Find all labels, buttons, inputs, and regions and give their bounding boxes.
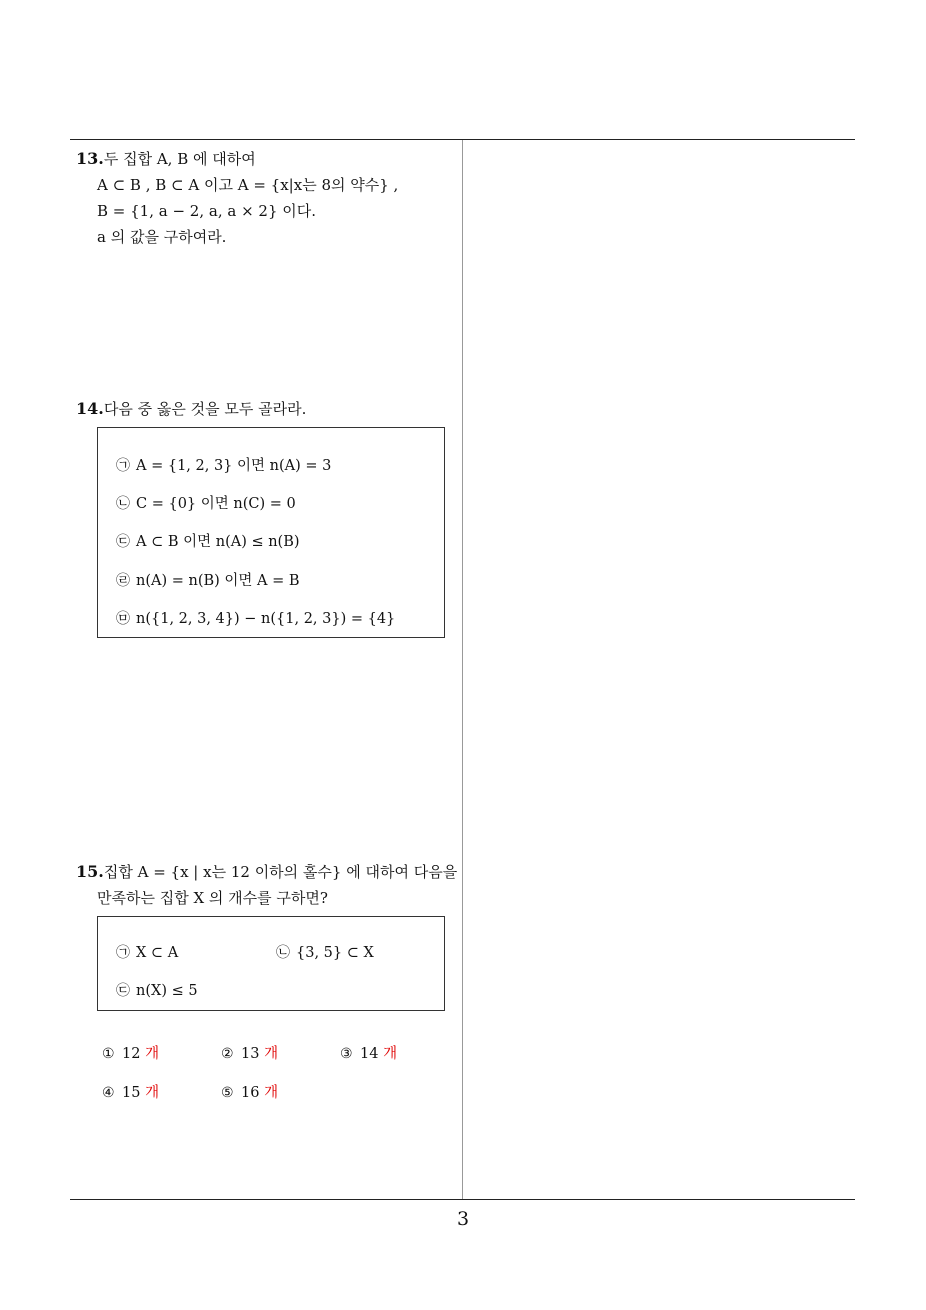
choice-mark: ② bbox=[221, 1046, 234, 1062]
problem-13 bbox=[76, 146, 458, 250]
statement-item bbox=[116, 569, 300, 590]
choice-unit: 개 bbox=[264, 1046, 279, 1062]
problem-14-number: 14. bbox=[76, 399, 104, 418]
column-divider bbox=[462, 140, 463, 1200]
condition-text: n(X) ≤ 5 bbox=[136, 983, 198, 999]
problem-14-stem: 다음 중 옳은 것을 모두 골라라. bbox=[103, 400, 307, 418]
problem-14 bbox=[76, 396, 458, 422]
statement-item bbox=[116, 530, 300, 551]
statement-text: C = {0} 이면 n(C) = 0 bbox=[136, 496, 296, 512]
statement-mark: ㉠ bbox=[116, 458, 130, 474]
choice-mark: ③ bbox=[340, 1046, 353, 1062]
problem-14-statement-box bbox=[97, 427, 445, 638]
problem-15-condition-box bbox=[97, 916, 445, 1011]
answer-choice-4[interactable] bbox=[102, 1081, 159, 1102]
problem-15-stem-line-2: 만족하는 집합 X 의 개수를 구하면? bbox=[97, 889, 328, 907]
statement-text: A ⊂ B 이면 n(A) ≤ n(B) bbox=[136, 534, 300, 550]
statement-item bbox=[116, 492, 296, 513]
problem-15-number: 15. bbox=[76, 862, 104, 881]
choice-unit: 개 bbox=[383, 1046, 398, 1062]
statement-mark: ㉣ bbox=[116, 573, 130, 589]
problem-13-line-3: B = {1, a − 2, a, a × 2} 이다. bbox=[97, 202, 317, 220]
choice-value: 14 bbox=[360, 1046, 379, 1062]
answer-choice-5[interactable] bbox=[221, 1081, 278, 1102]
problem-13-number: 13. bbox=[76, 149, 104, 168]
statement-mark: ㉤ bbox=[116, 611, 130, 627]
statement-mark: ㉢ bbox=[116, 534, 130, 550]
bottom-rule bbox=[70, 1199, 855, 1200]
choice-value: 12 bbox=[122, 1046, 141, 1062]
statement-text: n(A) = n(B) 이면 A = B bbox=[136, 573, 300, 589]
choice-unit: 개 bbox=[264, 1085, 279, 1101]
statement-item bbox=[116, 454, 331, 475]
answer-choice-3[interactable] bbox=[340, 1042, 397, 1063]
problem-13-line-1: 두 집합 A, B 에 대하여 bbox=[103, 150, 256, 168]
condition-item bbox=[116, 942, 178, 962]
choice-mark: ④ bbox=[102, 1085, 115, 1101]
condition-mark: ㉠ bbox=[116, 945, 130, 961]
answer-choice-1[interactable] bbox=[102, 1042, 159, 1063]
page-number: 3 bbox=[456, 1208, 470, 1230]
choice-value: 16 bbox=[241, 1085, 260, 1101]
choice-value: 15 bbox=[122, 1085, 141, 1101]
condition-mark: ㉢ bbox=[116, 983, 130, 999]
choice-mark: ① bbox=[102, 1046, 115, 1062]
condition-item bbox=[116, 980, 198, 1000]
choice-unit: 개 bbox=[145, 1046, 160, 1062]
choice-mark: ⑤ bbox=[221, 1085, 234, 1101]
statement-text: A = {1, 2, 3} 이면 n(A) = 3 bbox=[136, 458, 332, 474]
answer-choice-2[interactable] bbox=[221, 1042, 278, 1063]
problem-15-stem-line-1: 집합 A = {x | x는 12 이하의 홀수} 에 대하여 다음을 bbox=[103, 863, 458, 881]
statement-item bbox=[116, 608, 395, 628]
choice-value: 13 bbox=[241, 1046, 260, 1062]
statement-mark: ㉡ bbox=[116, 496, 130, 512]
condition-mark: ㉡ bbox=[276, 945, 290, 961]
choice-unit: 개 bbox=[145, 1085, 160, 1101]
statement-text: n({1, 2, 3, 4}) − n({1, 2, 3}) = {4} bbox=[136, 611, 396, 627]
condition-text: X ⊂ A bbox=[136, 945, 179, 961]
problem-13-line-2: A ⊂ B , B ⊂ A 이고 A = {x|x는 8의 약수} , bbox=[97, 176, 399, 194]
condition-item bbox=[276, 942, 374, 962]
problem-13-line-4: a 의 값을 구하여라. bbox=[97, 228, 227, 246]
problem-15 bbox=[76, 859, 458, 911]
condition-text: {3, 5} ⊂ X bbox=[296, 945, 374, 961]
